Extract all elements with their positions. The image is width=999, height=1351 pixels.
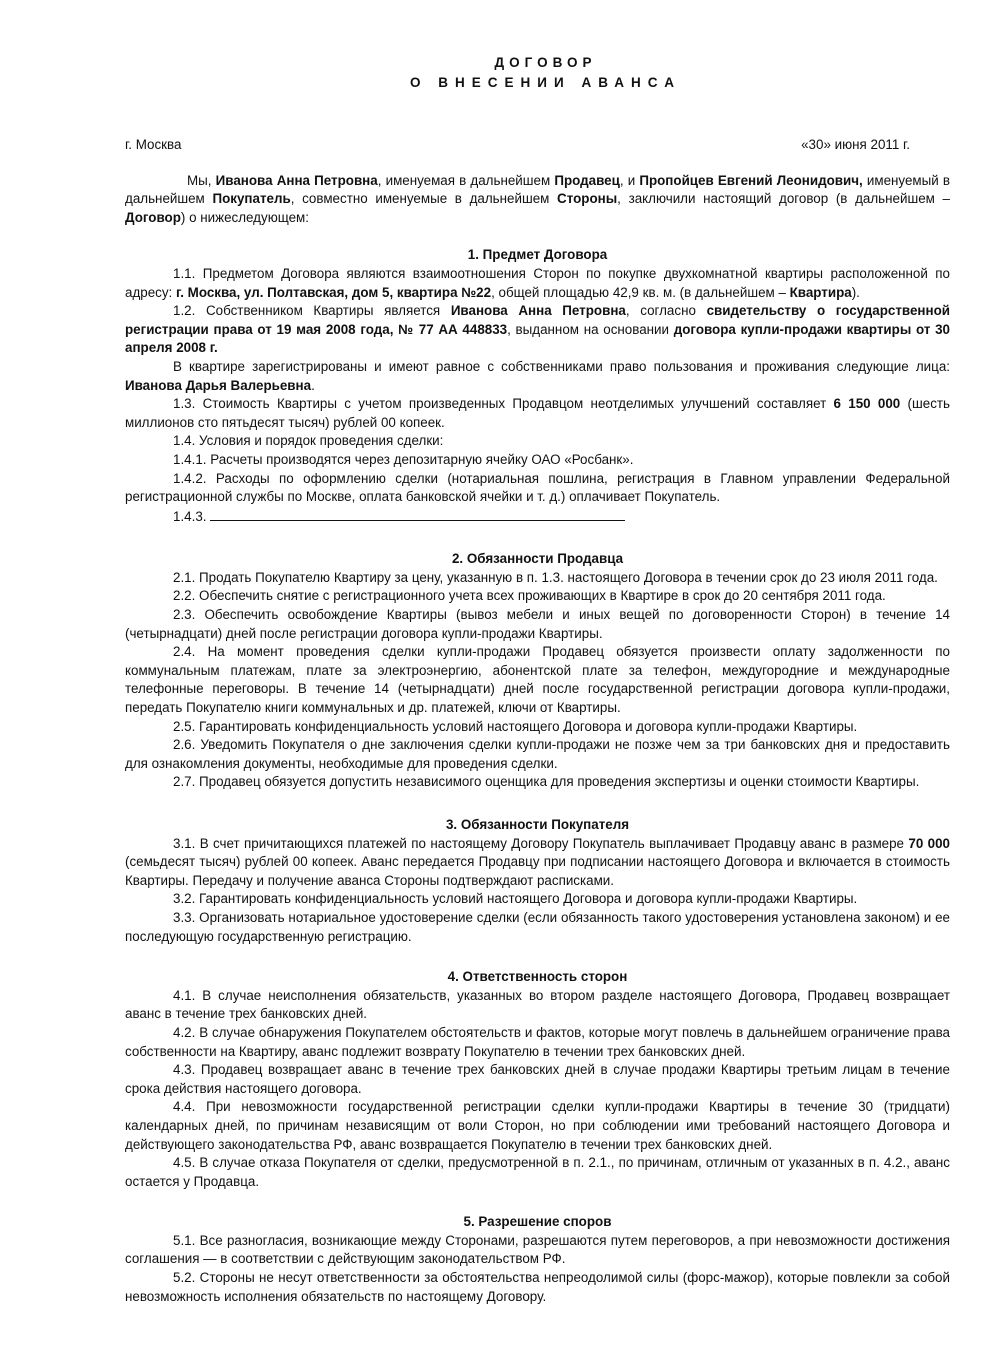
intro-text: , именуемая в дальнейшем: [377, 172, 555, 188]
clause-3-2: 3.2. Гарантировать конфиденциальность условий настоящего Договора и договора купли-продажи Квартиры.: [173, 891, 858, 907]
clause-2-2: 2.2. Обеспечить снятие с регистрационного учета всех проживающих в Квартире в срок до 20 сентября 2011 года.: [173, 588, 886, 604]
clause-2-5: 2.5. Гарантировать конфиденциальность условий настоящего Договора и договора купли-продажи Квартиры.: [173, 718, 858, 734]
intro-text: , и: [619, 172, 640, 188]
owner-name: Иванова Анна Петровна: [450, 303, 626, 319]
section-2-heading: 2. Обязанности Продавца: [451, 551, 624, 567]
advance-amount: 70 000: [908, 835, 950, 851]
clause-1-3: 1.3. Стоимость Квартиры с учетом произведенных Продавцом неотделимых улучшений составляет 6 150 000 (шесть миллионов сто пятьдесят тысяч) рублей 00 копеек.: [125, 396, 950, 430]
clause-1-4-1: 1.4.1. Расчеты производятся через депозитарную ячейку ОАО «Росбанк».: [173, 451, 634, 467]
parties-term: Стороны: [557, 191, 618, 207]
clause-3-3: 3.3. Организовать нотариальное удостоверение сделки (если обязанность такого удостоверения установлена законом) и ее последующую государственную регистрацию.: [125, 909, 950, 944]
section-5-heading: 5. Разрешение споров: [463, 1214, 612, 1230]
apartment-address: г. Москва, ул. Полтавская, дом 5, квартира №22: [176, 284, 492, 300]
clause-2-3: 2.3. Обеспечить освобождение Квартиры (вывоз мебели и иных вещей по договоренности Сторон) в течение 14 (четырнадцати) дней после регистрации договора купли-продажи Квартиры.: [125, 607, 950, 641]
apartment-price: 6 150 000: [833, 396, 901, 412]
clause-1-4-2: 1.4.2. Расходы по оформлению сделки (нотариальная пошлина, регистрация в Главном управлении Федеральной регистрационной службы по Москве, оплата банковской ячейки и т. д.) оплачивает Покупатель.: [125, 470, 950, 505]
clause-2-7: 2.7. Продавец обязуется допустить независимого оценщика для проведения экспертизы и оценки стоимости Квартиры.: [173, 774, 920, 790]
clause-4-1: 4.1. В случае неисполнения обязательств, указанных во втором разделе настоящего Договора, Продавец возвращает аванс в течение трех банковских дней.: [125, 987, 950, 1022]
section-3-heading: 3. Обязанности Покупателя: [445, 817, 630, 832]
clause-2-1: 2.1. Продать Покупателю Квартиру за цену, указанную в п. 1.3. настоящего Договора в течении срок до 23 июля 2011 года.: [173, 569, 938, 585]
registered-person-name: Иванова Дарья Валерьевна: [125, 377, 312, 393]
clause-2-6: 2.6. Уведомить Покупателя о дне заключения сделки купли-продажи не позже чем за три банковских дня и предоставить для ознакомления документы, необходимые для проведения сделки.: [125, 737, 950, 771]
seller-name: Иванова Анна Петровна: [215, 172, 378, 188]
purchase-contract-ref: договора купли-продажи квартиры от 30 апреля 2008 г.: [125, 321, 950, 356]
clause-1-4: 1.4. Условия и порядок проведения сделки:: [173, 433, 444, 449]
clause-4-3: 4.3. Продавец возвращает аванс в течение трех банковских дней в случае продажи Квартиры третьим лицам в течение срока действия настоящего договора.: [125, 1062, 950, 1096]
city: г. Москва: [125, 137, 182, 152]
registered-persons: В квартире зарегистрированы и имеют равное с собственниками право пользования и проживания следующие лица: Иванова Дарья Валерьевна.: [125, 358, 950, 393]
document-title: [125, 53, 950, 93]
intro-text: Мы,: [187, 172, 216, 188]
clause-4-4: 4.4. При невозможности государственной регистрации сделки купли-продажи Квартиры в течение 30 (тридцати) календарных дней, по причинам независящим от воли Сторон, но при соблюдении ими требований настоящего Договора и действующего законодательства РФ, аванс возвращается Покупателю в течении трех банковских дней.: [125, 1099, 950, 1152]
clause-1-1: 1.1. Предметом Договора являются взаимоотношения Сторон по покупке двухкомнатной квартиры расположенной по адресу: г. Москва, ул. Полтавская, дом 5, квартира №22, общей площадью 42,9 кв. м. (в дальнейшем – Квартира).: [125, 265, 950, 300]
registration-certificate: свидетельству о государственной регистрации права от 19 мая 2008 года, № 77 АА 448833: [125, 303, 950, 337]
clause-1-4-3: 1.4.3.: [125, 507, 950, 527]
clause-5-2: 5.2. Стороны не несут ответственности за обстоятельства непреодолимой силы (форс-мажор), которые повлекли за собой невозможность исполнения обязательств по настоящему Договору.: [125, 1270, 950, 1304]
buyer-role: Покупатель: [212, 191, 291, 207]
seller-role: Продавец: [554, 172, 620, 188]
clause-2-4: 2.4. На момент проведения сделки купли-продажи Продавец обязуется произвести оплату задолженности по коммунальным платежам, плате за электроэнергию, абонентской плате за телефон, междугородние и международные телефонные переговоры. В течение 14 (четырнадцати) дней после государственной регистрации договора купли-продажи, передать Покупателю книги коммунальных и др. платежей, ключи от Квартиры.: [125, 644, 950, 716]
buyer-name: Пропойцев Евгений Леонидович,: [639, 172, 863, 188]
intro-text: , заключили настоящий договор (в дальнейшем –: [617, 191, 950, 207]
clause-4-2: 4.2. В случае обнаружения Покупателем обстоятельств и фактов, которые могут повлечь в дальнейшем ограничение права собственности на Квартиру, аванс подлежит возврату Покупателю в течении трех банковских дней.: [125, 1024, 950, 1059]
place-date-row: [125, 136, 950, 155]
title-line-2: О ВНЕСЕНИИ АВАНСА: [410, 75, 681, 90]
contract-term: Договор: [125, 209, 181, 225]
clause-3-1: 3.1. В счет причитающихся платежей по настоящему Договору Покупатель выплачивает Продавцу аванс в размере 70 000 (семьдесят тысяч) рублей 00 копеек. Аванс передается Продавцу при подписании настоящего Договора и включается в стоимость Квартиры. Передачу и получение аванса Стороны подтверждают расписками.: [125, 835, 950, 888]
intro-paragraph: [125, 172, 950, 228]
apartment-term: Квартира: [789, 284, 852, 300]
clause-1-2: 1.2. Собственником Квартиры является Иванова Анна Петровна, согласно свидетельству о государственной регистрации права от 19 мая 2008 года, № 77 АА 448833, выданном на основании договора купли-продажи квартиры от 30 апреля 2008 г.: [125, 303, 950, 356]
intro-text: именуемый в дальнейшем: [125, 172, 950, 207]
intro-text: , совместно именуемые в дальнейшем: [290, 191, 558, 207]
blank-fill-line: [210, 507, 625, 521]
clause-4-5: 4.5. В случае отказа Покупателя от сделки, предусмотренной в п. 2.1., по причинам, отличным от указанных в п. 4.2., аванс остается у Продавца.: [125, 1155, 950, 1189]
intro-text: ) о нижеследующем:: [180, 209, 309, 225]
contract-date: «30» июня 2011 г.: [801, 137, 910, 152]
clause-5-1: 5.1. Все разногласия, возникающие между Сторонами, разрешаются путем переговоров, а при невозможности достижения соглашения — в соответствии с действующим законодательством РФ.: [125, 1232, 950, 1267]
section-1-heading: 1. Предмет Договора: [467, 247, 608, 263]
title-line-1: ДОГОВОР: [494, 55, 597, 70]
section-4-heading: 4. Ответственность сторон: [447, 969, 628, 985]
